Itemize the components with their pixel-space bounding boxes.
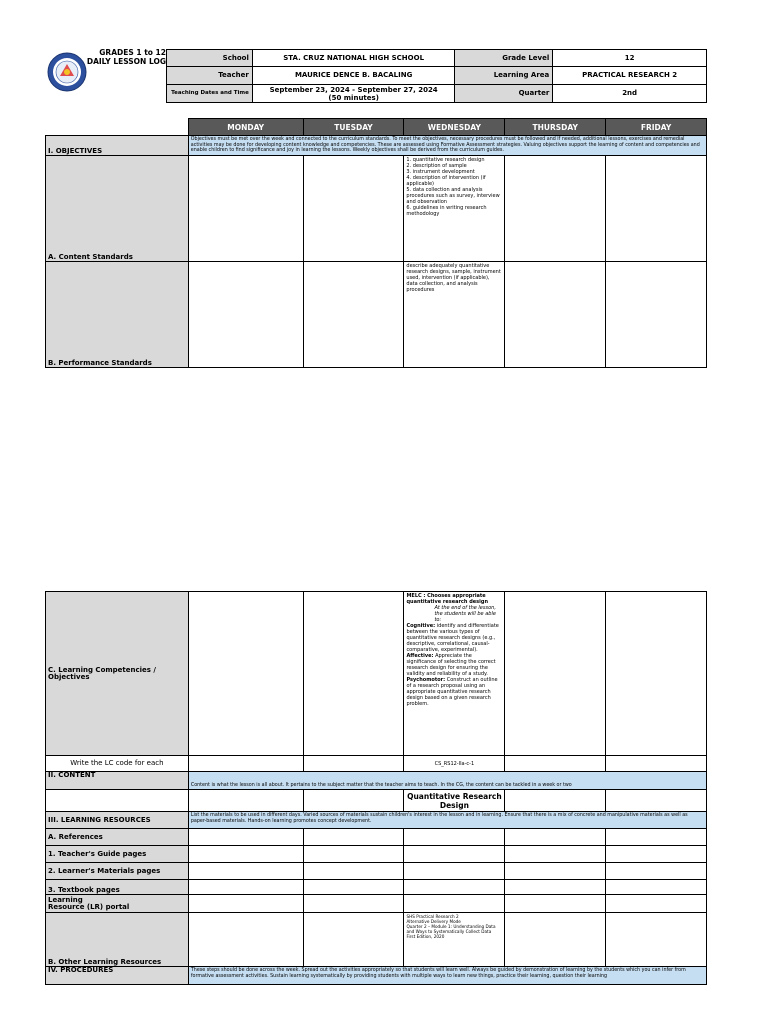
day-wednesday: WEDNESDAY — [404, 119, 505, 136]
content-standards-tuesday — [303, 155, 404, 261]
lr-portal-tuesday — [303, 895, 404, 913]
learning-resources-label: III. LEARNING RESOURCES — [46, 812, 189, 829]
content-standards-label: A. Content Standards — [46, 155, 189, 261]
learners-materials-label: 2. Learner's Materials pages — [46, 863, 189, 880]
lr-portal-label — [46, 895, 189, 913]
textbook-wednesday — [404, 880, 505, 895]
competencies-tuesday — [303, 592, 404, 756]
dates-line-2: (50 minutes) — [328, 93, 379, 102]
cognitive-label: Cognitive: — [406, 623, 436, 629]
melc-text: MELC : Chooses appropriate quantitative research design — [406, 593, 488, 605]
references-monday — [188, 829, 303, 846]
quarter-label: Quarter — [455, 85, 553, 103]
title-line-2: DAILY LESSON LOG — [86, 57, 166, 66]
teaching-dates-value — [252, 85, 455, 103]
content-standards-wednesday: 1. quantitative research design 2. description of sample 3. instrument development 4. description of intervention (if applicable) 5. data collection and analysis procedures such as survey, interview and observation 6. guidelines in writing research methodology — [404, 155, 505, 261]
competencies-monday — [188, 592, 303, 756]
performance-standards-monday — [188, 261, 303, 367]
other-resources-monday — [188, 913, 303, 967]
objectives-note: Objectives must be met over the week and connected to the curriculum standards. To meet the objectives, necessary procedures must be followed and if needed, additional lessons, exercises and remedial activities may be done for developing content knowledge and competencies. These are assessed using Formative Assessment strategies. Valuing objectives support the learning of content and competencies and enable children to find significance and joy in learning the lessons. Weekly objectives shall be derived from the curriculum guides. — [188, 136, 706, 156]
school-label: School — [167, 50, 253, 67]
content-thursday — [505, 790, 606, 812]
objectives-intro: At the end of the lesson, the students will be able to: — [434, 605, 496, 623]
content-wednesday: Quantitative Research Design — [404, 790, 505, 812]
textbook-tuesday — [303, 880, 404, 895]
teachers-guide-thursday — [505, 846, 606, 863]
references-friday — [606, 829, 707, 846]
procedures-note: These steps should be done across the week. Spread out the activities appropriately so that students will learn well. Always be guided by demonstration of learning by the students which you can infer from formative assessment activities. Sustain learning systematically by providing students with multiple ways to learn new things, practice their learning, question their learning — [188, 967, 706, 985]
learners-materials-wednesday — [404, 863, 505, 880]
performance-standards-friday — [606, 261, 707, 367]
lc-code-label: Write the LC code for each — [46, 756, 189, 772]
psychomotor-text: Construct an outline of a research proposal using an appropriate quantitative research design based on a given research problem. — [406, 677, 498, 707]
day-monday: MONDAY — [188, 119, 303, 136]
content-standards-monday — [188, 155, 303, 261]
performance-standards-label: B. Performance Standards — [46, 261, 189, 367]
other-resources-wednesday: SHS Practical Research 2 Alternative Delivery Mode Quarter 2 – Module 1: Understanding Data and Ways to Systematically Collect Data First Edition, 2020 — [404, 913, 505, 967]
grade-level-label: Grade Level — [455, 50, 553, 67]
affective-label: Affective: — [406, 653, 434, 659]
psychomotor-label: Psychomotor: — [406, 677, 446, 683]
title-line-1: GRADES 1 to 12 — [99, 48, 166, 57]
teachers-guide-monday — [188, 846, 303, 863]
other-resources-friday — [606, 913, 707, 967]
grade-level-value: 12 — [553, 50, 707, 67]
lr-portal-line-1: Learning — [48, 895, 83, 904]
competencies-thursday — [505, 592, 606, 756]
lc-code-monday — [188, 756, 303, 772]
other-resources-tuesday — [303, 913, 404, 967]
other-resources-thursday — [505, 913, 606, 967]
learners-materials-monday — [188, 863, 303, 880]
day-friday: FRIDAY — [606, 119, 707, 136]
teachers-guide-tuesday — [303, 846, 404, 863]
teachers-guide-wednesday — [404, 846, 505, 863]
day-thursday: THURSDAY — [505, 119, 606, 136]
learners-materials-friday — [606, 863, 707, 880]
lesson-log-table-top — [45, 118, 707, 368]
teachers-guide-label: 1. Teacher's Guide pages — [46, 846, 189, 863]
content-monday — [188, 790, 303, 812]
log-title — [80, 48, 166, 66]
lc-code-thursday — [505, 756, 606, 772]
lc-code-friday — [606, 756, 707, 772]
lr-portal-monday — [188, 895, 303, 913]
competencies-friday — [606, 592, 707, 756]
lc-code-wednesday: CS_RS12-IIa-c-1 — [404, 756, 505, 772]
learning-area-label: Learning Area — [455, 67, 553, 85]
corner-blank — [46, 119, 189, 136]
content-label: II. CONTENT — [46, 772, 189, 790]
references-thursday — [505, 829, 606, 846]
competencies-wednesday — [404, 592, 505, 756]
content-blank-label — [46, 790, 189, 812]
teacher-value: MAURICE DENCE B. BACALING — [252, 67, 455, 85]
textbook-monday — [188, 880, 303, 895]
teachers-guide-friday — [606, 846, 707, 863]
content-note: Content is what the lesson is all about. It pertains to the subject matter that the teacher aims to teach. In the CG, the content can be tackled in a week or two — [188, 772, 706, 790]
performance-standards-wednesday: describe adequately quantitative research designs, sample, instrument used, intervention (if applicable), data collection, and analysis procedures — [404, 261, 505, 367]
learners-materials-thursday — [505, 863, 606, 880]
performance-standards-thursday — [505, 261, 606, 367]
day-tuesday: TUESDAY — [303, 119, 404, 136]
teacher-label: Teacher — [167, 67, 253, 85]
lr-portal-thursday — [505, 895, 606, 913]
objectives-label: I. OBJECTIVES — [46, 136, 189, 156]
references-wednesday — [404, 829, 505, 846]
quarter-value: 2nd — [553, 85, 707, 103]
lr-portal-line-2: Resource (LR) portal — [48, 902, 130, 911]
competencies-label: C. Learning Competencies / Objectives — [46, 592, 189, 756]
textbook-thursday — [505, 880, 606, 895]
learning-area-value: PRACTICAL RESEARCH 2 — [553, 67, 707, 85]
lesson-log-table-bottom — [45, 591, 707, 985]
learners-materials-tuesday — [303, 863, 404, 880]
content-tuesday — [303, 790, 404, 812]
performance-standards-tuesday — [303, 261, 404, 367]
lr-portal-wednesday — [404, 895, 505, 913]
procedures-label: IV. PROCEDURES — [46, 967, 189, 985]
cognitive-text: identify and differentiate between the various types of quantitative research designs (e.g., descriptive, correlational, causal-comparative, experimental). — [406, 623, 499, 653]
content-standards-thursday — [505, 155, 606, 261]
references-label: A. References — [46, 829, 189, 846]
textbook-friday — [606, 880, 707, 895]
references-tuesday — [303, 829, 404, 846]
textbook-label: 3. Textbook pages — [46, 880, 189, 895]
affective-text: Appreciate the significance of selecting the correct research design for ensuring the validity and reliability of a study. — [406, 653, 496, 677]
teaching-dates-label: Teaching Dates and Time — [167, 85, 253, 103]
other-resources-label: B. Other Learning Resources — [46, 913, 189, 967]
dates-line-1: September 23, 2024 - September 27, 2024 — [269, 85, 438, 94]
content-friday — [606, 790, 707, 812]
content-standards-friday — [606, 155, 707, 261]
school-value: STA. CRUZ NATIONAL HIGH SCHOOL — [252, 50, 455, 67]
header-info-table — [166, 49, 707, 103]
lr-portal-friday — [606, 895, 707, 913]
lc-code-tuesday — [303, 756, 404, 772]
learning-resources-note: List the materials to be used in different days. Varied sources of materials sustain children's interest in the lesson and in learning. Ensure that there is a mix of concrete and manipulative materials as well as paper-based materials. Hands-on learning promotes concept development. — [188, 812, 706, 829]
